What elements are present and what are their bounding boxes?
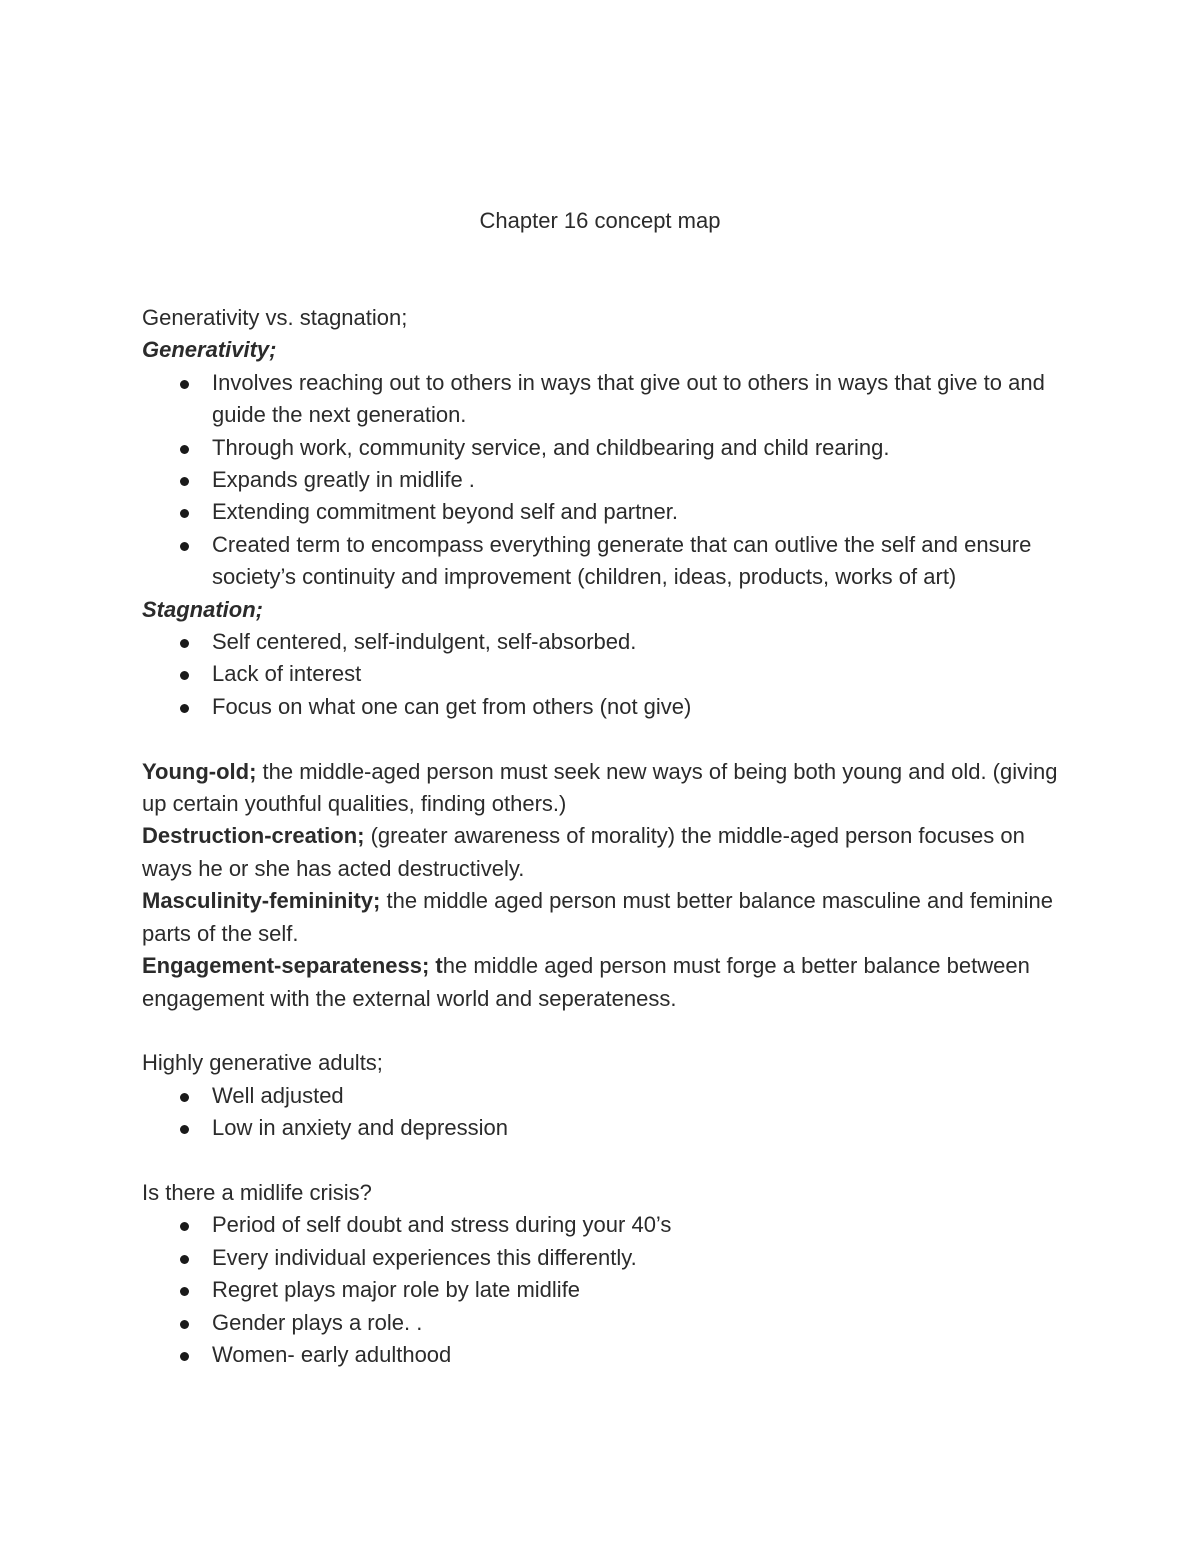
bullet-icon	[180, 1222, 189, 1231]
polarity-text: (greater awareness of morality) the middle-aged person focuses on ways he or she has acted destructively.	[142, 823, 1025, 881]
polarity-text: the middle aged person must better balance masculine and feminine parts of the self.	[142, 888, 1053, 946]
bullet-icon	[180, 1093, 189, 1102]
list-item: Created term to encompass everything generate that can outlive the self and ensure society’s continuity and improvement (children, ideas, products, works of art)	[142, 529, 1062, 594]
list-item: Expands greatly in midlife .	[142, 464, 1062, 496]
bullet-icon	[180, 380, 189, 389]
bullet-icon	[180, 1125, 189, 1134]
list-item: Period of self doubt and stress during your 40’s	[142, 1209, 1062, 1241]
bullet-icon	[180, 704, 189, 713]
polarity-term: Engagement-separateness; t	[142, 953, 443, 979]
list-item: Every individual experiences this differently.	[142, 1242, 1062, 1274]
midlife-crisis-list	[142, 1209, 1062, 1371]
generativity-label: Generativity;	[142, 337, 277, 363]
list-item: Gender plays a role. .	[142, 1307, 1062, 1339]
highly-generative-list	[142, 1080, 1062, 1145]
polarity-destruction-creation	[142, 820, 1062, 885]
polarity-young-old	[142, 756, 1062, 821]
document-body	[142, 302, 1062, 1371]
bullet-icon	[180, 1287, 189, 1296]
spacer	[142, 723, 1062, 755]
polarity-text: the middle-aged person must seek new ways of being both young and old. (giving up certain youthful qualities, finding others.)	[142, 758, 1058, 817]
bullet-icon	[180, 445, 189, 454]
list-item: Through work, community service, and childbearing and child rearing.	[142, 432, 1062, 464]
stagnation-list	[142, 626, 1062, 723]
list-item: Focus on what one can get from others (not give)	[142, 691, 1062, 723]
bullet-icon	[180, 1255, 189, 1264]
list-item: Involves reaching out to others in ways that give out to others in ways that give to and guide the next generation.	[142, 367, 1062, 432]
polarity-text: he middle aged person must forge a better balance between engagement with the external world and seperateness.	[142, 953, 1030, 1011]
stagnation-label: Stagnation;	[142, 596, 263, 622]
polarity-masculinity-femininity	[142, 885, 1062, 950]
list-item: Self centered, self-indulgent, self-absorbed.	[142, 626, 1062, 658]
generativity-vs-stagnation-heading: Generativity vs. stagnation;	[142, 305, 408, 330]
bullet-icon	[180, 1352, 189, 1361]
polarity-term: Destruction-creation;	[142, 823, 365, 849]
bullet-icon	[180, 671, 189, 680]
polarity-engagement-separateness	[142, 950, 1062, 1015]
list-item: Low in anxiety and depression	[142, 1112, 1062, 1144]
bullet-icon	[180, 477, 189, 486]
bullet-icon	[180, 509, 189, 518]
page-title: Chapter 16 concept map	[479, 208, 721, 233]
bullet-icon	[180, 1320, 189, 1329]
list-item: Women- early adulthood	[142, 1339, 1062, 1371]
bullet-icon	[180, 542, 189, 551]
list-item: Extending commitment beyond self and partner.	[142, 496, 1062, 528]
midlife-crisis-heading: Is there a midlife crisis?	[142, 1179, 372, 1205]
spacer	[142, 1015, 1062, 1047]
spacer	[142, 1145, 1062, 1177]
list-item: Well adjusted	[142, 1080, 1062, 1112]
highly-generative-heading: Highly generative adults;	[142, 1050, 383, 1076]
bullet-icon	[180, 639, 189, 648]
polarity-term: Young-old;	[142, 758, 257, 784]
generativity-list	[142, 367, 1062, 594]
list-item: Regret plays major role by late midlife	[142, 1274, 1062, 1306]
list-item: Lack of interest	[142, 658, 1062, 690]
polarity-term: Masculinity-femininity;	[142, 888, 381, 914]
